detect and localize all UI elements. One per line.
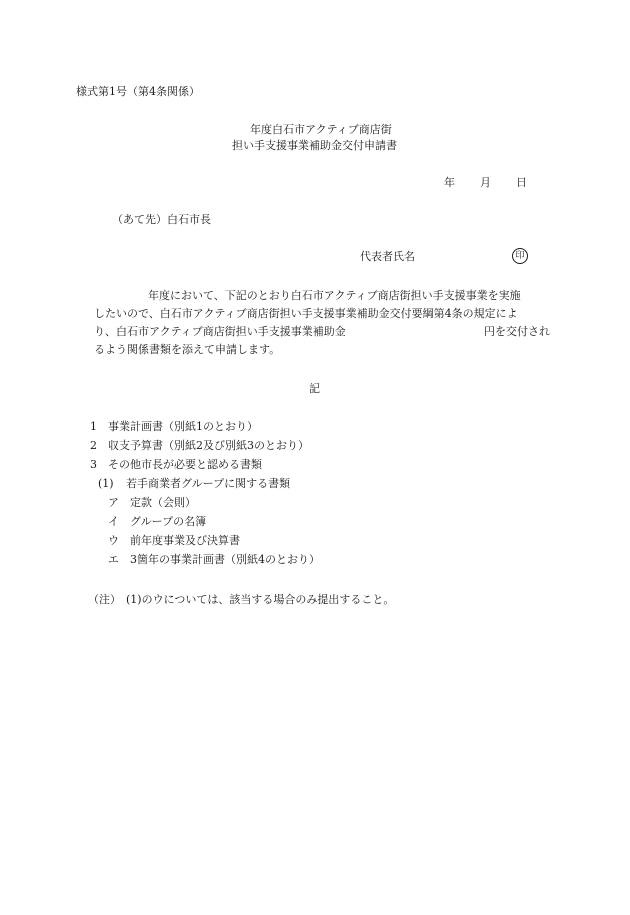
item-text: 収支予算書（別紙2及び別紙3のとおり） [108, 439, 309, 452]
body-line-3a: り、白石市アクティブ商店街担い手支援事業補助金 [94, 325, 346, 338]
sub-item-number: (1) [98, 477, 114, 490]
body-line-3b: 円を交付され [484, 325, 550, 338]
sub-sub-item-kana: イ [108, 515, 119, 528]
body-line-2: したいので、白石市アクティブ商店街担い手支援事業補助金交付要綱第4条の規定によ [94, 307, 518, 320]
addressee: （あて先）白石市長 [112, 213, 211, 226]
seal-mark: 印 [512, 248, 528, 264]
note-text: (1)のウについては、該当する場合のみ提出すること。 [126, 593, 395, 606]
form-number: 様式第1号（第4条関係） [76, 85, 200, 98]
body-line-4: るよう関係書類を添えて申請します。 [94, 343, 281, 356]
item-text: その他市長が必要と認める書類 [108, 458, 262, 471]
item-text: 事業計画書（別紙1のとおり） [108, 420, 258, 433]
sub-sub-item-text: グループの名簿 [130, 515, 207, 528]
item-number: 2 [90, 439, 97, 452]
date-month: 月 [480, 176, 491, 189]
sub-sub-item-kana: エ [108, 553, 119, 566]
title-line-1: 年度白石市アクティブ商店街 [250, 123, 392, 136]
sub-sub-item-kana: ウ [108, 534, 119, 547]
sub-item-text: 若手商業者グループに関する書類 [126, 477, 291, 490]
representative-label: 代表者氏名 [360, 250, 415, 263]
note-label: （注） [88, 593, 121, 606]
title-line-2: 担い手支援事業補助金交付申請書 [232, 139, 397, 152]
ki-heading: 記 [309, 382, 320, 395]
sub-sub-item-text: 3箇年の事業計画書（別紙4のとおり） [130, 553, 320, 566]
sub-sub-item-text: 定款（会則） [130, 496, 196, 509]
item-number: 3 [90, 458, 97, 471]
sub-sub-item-kana: ア [108, 496, 119, 509]
item-number: 1 [90, 420, 97, 433]
date-day: 日 [516, 176, 527, 189]
date-year: 年 [444, 176, 455, 189]
body-line-1: 年度において、下記のとおり白石市アクティブ商店街担い手支援事業を実施 [148, 289, 521, 302]
sub-sub-item-text: 前年度事業及び決算書 [130, 534, 240, 547]
